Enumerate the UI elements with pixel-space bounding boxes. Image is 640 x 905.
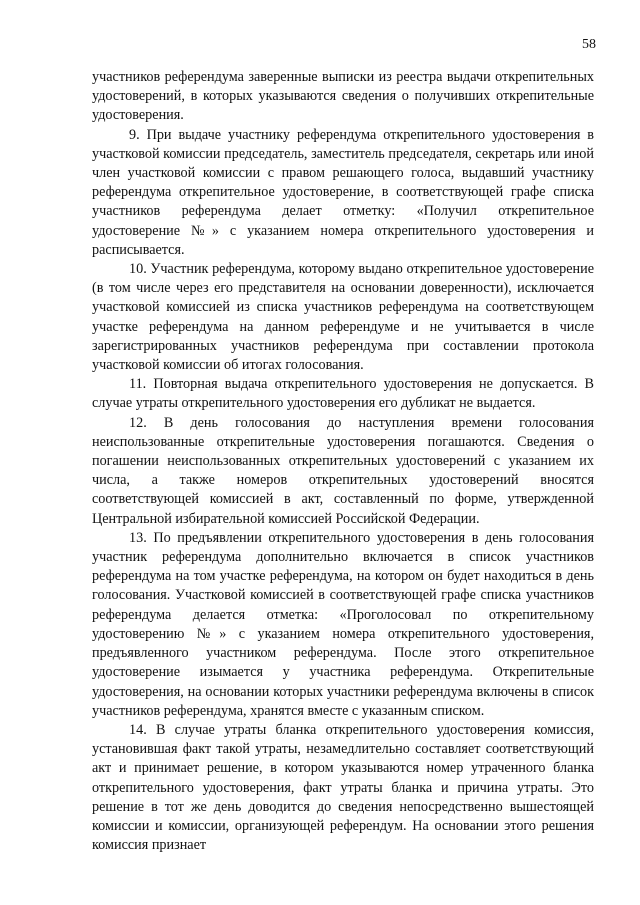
paragraph-13: 13. По предъявлении открепительного удостоверения в день голосования участник референдума дополнительно включается в список участников референдума на том участке референдума, на котором он будет находиться в день голосования. Участковой комиссией в соответствующей графе списка участников референдума делается отметка: «Проголосовал по открепительному удостоверению №» с указанием номера открепительного удостоверения, предъявленного участником референдума. После этого открепительное удостоверение изымается у участника референдума. Открепительные удостоверения, на основании которых участники референдума включены в список участников референдума, хранятся вместе с указанным списком. <box>92 529 594 719</box>
paragraph-9: 9. При выдаче участнику референдума открепительного удостоверения в участковой комиссии председатель, заместитель председателя, секретарь или иной член участковой комиссии с правом решающего голоса, выдавший участнику референдума открепительное удостоверение, в соответствующей графе списка участников референдума делает отметку: «Получил открепительное удостоверение №» с указанием номера открепительного удостоверения и расписывается. <box>92 126 594 258</box>
page-number: 58 <box>582 37 596 52</box>
paragraph-14: 14. В случае утраты бланка открепительного удостоверения комиссия, установившая факт такой утраты, незамедлительно составляет соответствующий акт и принимает решение, в котором указываются номер утраченного бланка открепительного удостоверения, факт утраты бланка и причина утраты. Это решение в тот же день доводится до сведения непосредственно вышестоящей комиссии и комиссии, организующей референдум. На основании этого решения комиссия признает <box>92 721 594 854</box>
paragraph-11: 11. Повторная выдача открепительного удостоверения не допускается. В случае утраты открепительного удостоверения его дубликат не выдается. <box>92 376 594 412</box>
paragraph-continuation: участников референдума заверенные выписки из реестра выдачи открепительных удостоверений, в которых указываются сведения о получивших открепительные удостоверения. <box>92 69 594 124</box>
paragraph-12: 12. В день голосования до наступления времени голосования неиспользованные открепительные удостоверения погашаются. Сведения о погашении неиспользованных открепительных удостоверений с указанием их числа, а также номеров открепительных удостоверений вносятся соответствующей комиссией в акт, составленный по форме, утвержденной Центральной избирательной комиссией Российской Федерации. <box>92 414 594 527</box>
document-body <box>92 68 594 855</box>
paragraph-10: 10. Участник референдума, которому выдано открепительное удостоверение (в том числе через его представителя на основании доверенности), исключается участковой комиссией из списка участников референдума на соответствующем участке референдума на данном референдуме и не учитывается в числе зарегистрированных участников референдума при составлении протокола участковой комиссии об итогах голосования. <box>92 261 594 374</box>
